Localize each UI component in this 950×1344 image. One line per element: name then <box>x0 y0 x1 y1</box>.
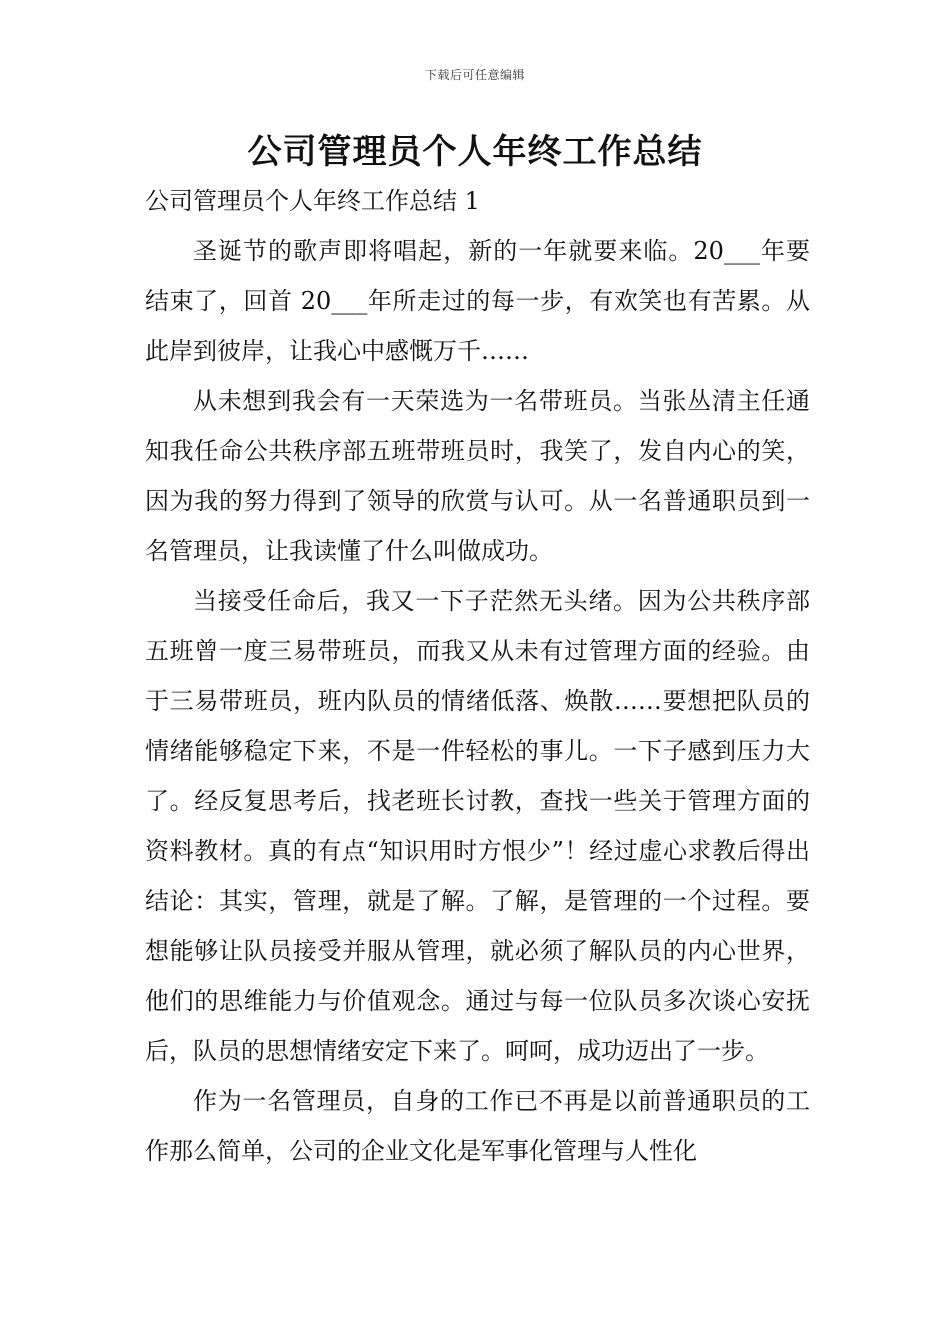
paragraph: 作为一名管理员，自身的工作已不再是以前普通职员的工作那么简单，公司的企业文化是军事化管理与人性化 <box>145 1087 810 1165</box>
paragraph: 从未想到我会有一天荣选为一名带班员。当张丛清主任通知我任命公共秩序部五班带班员时，我笑了，发自内心的笑，因为我的努力得到了领导的欣赏与认可。从一名普通职员到一名管理员，让我读懂了什么叫做成功。 <box>145 387 810 565</box>
header-note: 下载后可任意编辑 <box>424 68 525 82</box>
document-title: 公司管理员个人年终工作总结 <box>247 132 703 172</box>
section-subtitle: 公司管理员个人年终工作总结 1 <box>145 187 480 215</box>
paragraph: 当接受任命后，我又一下子茫然无头绪。因为公共秩序部五班曾一度三易带班员，而我又从未有过管理方面的经验。由于三易带班员，班内队员的情绪低落、焕散……要想把队员的情绪能够稳定下来，不是一件轻松的事儿。一下子感到压力大了。经反复思考后，找老班长讨教，查找一些关于管理方面的资料教材。真的有点“知识用时方恨少”！经过虚心求教后得出结论：其实，管理，就是了解。了解，是管理的一个过程。要想能够让队员接受并服从管理，就必须了解队员的内心世界，他们的思维能力与价值观念。通过与每一位队员多次谈心安抚后，队员的思想情绪安定下来了。呵呵，成功迈出了一步。 <box>145 587 810 1065</box>
paragraph: 圣诞节的歌声即将唱起，新的一年就要来临。20___年要结束了，回首 20___年所走过的每一步，有欢笑也有苦累。从此岸到彼岸，让我心中感慨万千…… <box>145 237 810 365</box>
document-body <box>145 176 810 1176</box>
